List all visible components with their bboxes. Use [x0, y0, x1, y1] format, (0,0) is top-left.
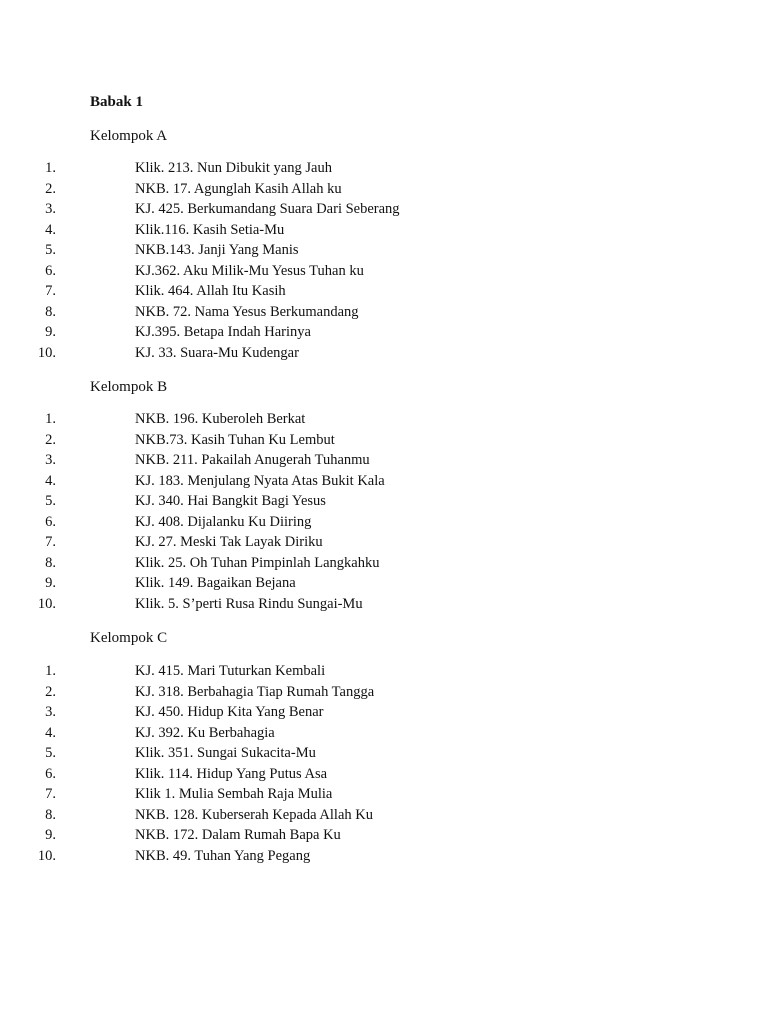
item-text: KJ. 183. Menjulang Nyata Atas Bukit Kala	[135, 472, 385, 489]
item-text: KJ.395. Betapa Indah Harinya	[135, 324, 311, 340]
item-number: 5.	[45, 242, 56, 258]
item-number: 3.	[45, 452, 56, 468]
item-text: NKB.73. Kasih Tuhan Ku Lembut	[135, 431, 335, 448]
list-item	[0, 723, 700, 744]
list-item	[0, 784, 700, 805]
item-number: 5.	[45, 493, 56, 509]
item-number: 1.	[45, 160, 56, 176]
item-text: Klik.116. Kasih Setia-Mu	[135, 221, 285, 238]
list-item	[0, 573, 700, 594]
list-item	[0, 471, 700, 492]
list-item	[0, 553, 700, 574]
item-number: 10.	[37, 847, 56, 864]
list-item	[0, 450, 700, 471]
item-number: 4.	[45, 221, 56, 238]
item-text: KJ. 408. Dijalanku Ku Diiring	[135, 513, 312, 530]
item-number: 8.	[45, 806, 56, 823]
list-item	[0, 825, 700, 846]
list-item	[0, 158, 700, 179]
item-text: KJ. 392. Ku Berbahagia	[135, 724, 275, 741]
item-text: NKB. 211. Pakailah Anugerah Tuhanmu	[135, 452, 370, 468]
list-item	[0, 805, 700, 826]
item-text: Klik. 351. Sungai Sukacita-Mu	[135, 745, 316, 761]
list-item	[0, 302, 700, 323]
item-text: NKB. 128. Kuberserah Kepada Allah Ku	[135, 806, 373, 823]
item-number: 2.	[45, 683, 56, 700]
item-text: KJ. 450. Hidup Kita Yang Benar	[135, 704, 324, 720]
list-item	[0, 430, 700, 451]
song-list-b	[0, 409, 700, 614]
item-number: 7.	[45, 534, 56, 550]
song-list-c	[0, 661, 700, 866]
list-item	[0, 532, 700, 553]
item-number: 5.	[45, 745, 56, 761]
group-heading-a: Kelompok A	[90, 128, 168, 144]
item-text: KJ.362. Aku Milik-Mu Yesus Tuhan ku	[135, 262, 364, 279]
item-number: 1.	[45, 411, 56, 427]
item-text: KJ. 425. Berkumandang Suara Dari Seberang	[135, 201, 400, 217]
item-text: KJ. 27. Meski Tak Layak Diriku	[135, 534, 323, 550]
list-item	[0, 764, 700, 785]
item-number: 1.	[45, 663, 56, 679]
item-text: KJ. 318. Berbahagia Tiap Rumah Tangga	[135, 683, 375, 700]
group-heading-b: Kelompok B	[90, 379, 168, 395]
item-text: KJ. 340. Hai Bangkit Bagi Yesus	[135, 493, 326, 509]
list-item	[0, 261, 700, 282]
list-item	[0, 409, 700, 430]
document-title: Babak 1	[90, 94, 143, 110]
item-number: 9.	[45, 575, 56, 591]
item-text: NKB.143. Janji Yang Manis	[135, 242, 299, 258]
item-number: 10.	[37, 344, 56, 361]
item-text: NKB. 172. Dalam Rumah Bapa Ku	[135, 827, 341, 843]
list-item	[0, 240, 700, 261]
item-number: 2.	[45, 431, 56, 448]
list-item	[0, 846, 700, 867]
item-text: Klik 1. Mulia Sembah Raja Mulia	[135, 786, 333, 802]
list-item	[0, 661, 700, 682]
item-number: 6.	[45, 262, 56, 279]
list-item	[0, 281, 700, 302]
list-item	[0, 322, 700, 343]
item-number: 8.	[45, 554, 56, 571]
item-number: 6.	[45, 513, 56, 530]
item-number: 3.	[45, 201, 56, 217]
item-text: Klik. 213. Nun Dibukit yang Jauh	[135, 160, 332, 176]
list-item	[0, 682, 700, 703]
item-number: 4.	[45, 472, 56, 489]
item-number: 9.	[45, 324, 56, 340]
item-number: 7.	[45, 786, 56, 802]
list-item	[0, 743, 700, 764]
item-text: NKB. 49. Tuhan Yang Pegang	[135, 847, 311, 864]
item-number: 7.	[45, 283, 56, 299]
item-text: KJ. 415. Mari Tuturkan Kembali	[135, 663, 326, 679]
item-text: Klik. 149. Bagaikan Bejana	[135, 575, 296, 591]
item-text: KJ. 33. Suara-Mu Kudengar	[135, 344, 299, 361]
song-list-a	[0, 158, 700, 363]
item-text: NKB. 17. Agunglah Kasih Allah ku	[135, 180, 342, 197]
item-text: NKB. 196. Kuberoleh Berkat	[135, 411, 306, 427]
item-text: NKB. 72. Nama Yesus Berkumandang	[135, 303, 359, 320]
item-number: 4.	[45, 724, 56, 741]
item-number: 10.	[37, 595, 56, 612]
list-item	[0, 491, 700, 512]
item-text: Klik. 114. Hidup Yang Putus Asa	[135, 765, 328, 782]
list-item	[0, 512, 700, 533]
item-number: 3.	[45, 704, 56, 720]
item-number: 9.	[45, 827, 56, 843]
list-item	[0, 199, 700, 220]
list-item	[0, 343, 700, 364]
item-text: Klik. 464. Allah Itu Kasih	[135, 283, 286, 299]
item-number: 6.	[45, 765, 56, 782]
item-number: 8.	[45, 303, 56, 320]
group-heading-c: Kelompok C	[90, 630, 168, 646]
item-text: Klik. 25. Oh Tuhan Pimpinlah Langkahku	[135, 554, 380, 571]
list-item	[0, 594, 700, 615]
list-item	[0, 179, 700, 200]
item-number: 2.	[45, 180, 56, 197]
list-item	[0, 220, 700, 241]
item-text: Klik. 5. S’perti Rusa Rindu Sungai-Mu	[135, 595, 363, 612]
list-item	[0, 702, 700, 723]
